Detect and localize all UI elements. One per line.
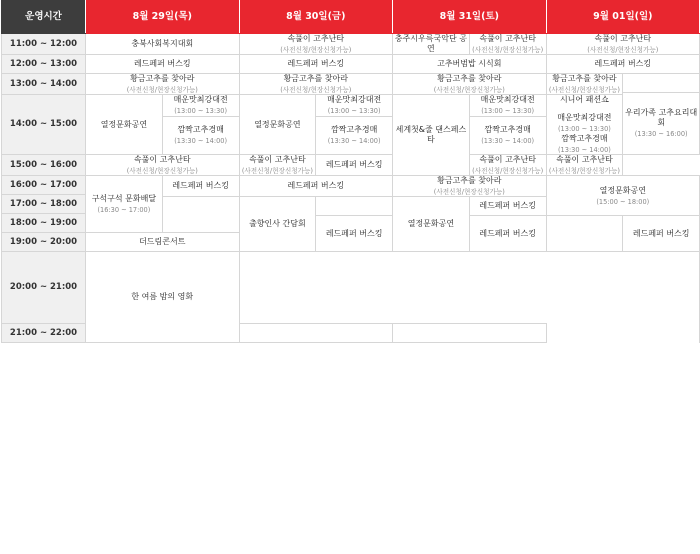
event-title: 레드페퍼 버스킹 bbox=[479, 201, 536, 211]
event-note: (사전신청/현장신청가능) bbox=[241, 166, 313, 175]
event-title: 속풀이 고추난타 bbox=[479, 154, 536, 164]
event-cell bbox=[239, 74, 393, 95]
event-cell bbox=[162, 95, 239, 116]
event-cell bbox=[239, 95, 316, 154]
time-slot: 21:00 ~ 22:00 bbox=[2, 324, 86, 343]
event-cell bbox=[86, 95, 163, 154]
event-time: (13:00 ~ 13:30) bbox=[327, 107, 381, 116]
event-time: (13:00 ~ 13:30) bbox=[174, 107, 228, 116]
event-title: 레드페퍼 버스킹 bbox=[325, 228, 383, 238]
event-title: 더드림콘서트 bbox=[139, 237, 186, 247]
schedule-table bbox=[1, 0, 700, 343]
event-note: (사전신청/현장신청가능) bbox=[472, 46, 544, 54]
day-header-sun: 9월 01일(일) bbox=[546, 1, 700, 34]
event-note: (사전신청/현장신청가능) bbox=[280, 86, 352, 95]
event-title: 깜짝고추경매 bbox=[330, 125, 378, 135]
event-cell bbox=[162, 116, 239, 154]
event-title: 레드페퍼 버스킹 bbox=[133, 59, 191, 69]
event-title: 시니어 패션쇼 bbox=[559, 95, 609, 105]
event-title: 매운맛최강대전 bbox=[327, 95, 382, 105]
event-title: 레드페퍼 버스킹 bbox=[632, 228, 690, 238]
event-cell bbox=[239, 176, 393, 197]
event-title: 레드페퍼 버스킹 bbox=[287, 59, 345, 69]
event-title: 황금고추를 찾아라 bbox=[437, 74, 502, 84]
event-time: (13:30 ~ 16:00) bbox=[634, 130, 688, 139]
empty-cell bbox=[239, 324, 393, 343]
event-cell bbox=[623, 216, 700, 252]
event-title: 황금고추를 찾아라 bbox=[130, 74, 195, 84]
time-slot: 17:00 ~ 18:00 bbox=[2, 195, 86, 214]
event-title: 출향인사 간담회 bbox=[249, 219, 306, 229]
event-cell bbox=[86, 34, 240, 55]
time-slot: 14:00 ~ 15:00 bbox=[2, 95, 86, 154]
event-cell bbox=[316, 154, 393, 175]
time-slot: 18:00 ~ 19:00 bbox=[2, 214, 86, 233]
header-row bbox=[2, 1, 700, 34]
time-slot: 20:00 ~ 21:00 bbox=[2, 252, 86, 324]
event-cell bbox=[162, 176, 239, 197]
event-title: 레드페퍼 버스킹 bbox=[325, 160, 383, 170]
event-title: 황금고추를 찾아라 bbox=[283, 74, 348, 84]
event-title: 속풀이 고추난타 bbox=[249, 154, 306, 164]
event-note: (사전신청/현장신청가능) bbox=[472, 166, 544, 175]
event-title: 매운맛최강대전 bbox=[557, 113, 612, 123]
event-cell bbox=[546, 154, 623, 175]
event-time: (13:30 ~ 14:00) bbox=[557, 145, 611, 154]
event-cell bbox=[623, 93, 700, 155]
event-cell bbox=[239, 154, 316, 175]
event-cell bbox=[316, 216, 393, 252]
event-title: 열정문화공연 bbox=[407, 219, 455, 229]
event-cell bbox=[469, 116, 546, 154]
event-title: 구석구석 문화배달 bbox=[91, 194, 157, 204]
event-title: 세계첫&줄 댄스페스타 bbox=[395, 125, 467, 145]
event-cell bbox=[239, 34, 393, 55]
event-cell bbox=[393, 176, 547, 197]
event-title: 깜짝고추경매 bbox=[177, 125, 224, 135]
time-slot: 11:00 ~ 12:00 bbox=[2, 34, 86, 55]
event-note: (사전신청/현장신청가능) bbox=[587, 46, 659, 54]
event-cell bbox=[469, 34, 546, 55]
event-note: (사전신청/현장신청가능) bbox=[548, 86, 620, 95]
event-cell bbox=[393, 34, 470, 55]
event-title: 깜짝고추경매 bbox=[484, 125, 531, 135]
event-title: 깜짝고추경매 bbox=[561, 133, 608, 143]
empty-cell bbox=[546, 216, 623, 252]
event-cell bbox=[546, 74, 623, 95]
event-note: (사전신청/현장신청가능) bbox=[280, 46, 352, 54]
event-cell bbox=[86, 74, 240, 95]
event-cell bbox=[546, 34, 700, 55]
event-cell bbox=[469, 95, 546, 116]
event-title: 속풀이 고추난타 bbox=[287, 34, 345, 43]
event-title: 레드페퍼 버스킹 bbox=[287, 181, 345, 191]
time-column-header: 운영시간 bbox=[2, 1, 86, 34]
event-title: 속풀이 고추난타 bbox=[479, 34, 536, 43]
event-time: (13:30 ~ 14:00) bbox=[174, 137, 228, 146]
empty-cell bbox=[623, 74, 700, 93]
event-cell bbox=[239, 55, 393, 74]
time-slot: 16:00 ~ 17:00 bbox=[2, 176, 86, 195]
event-title: 열정문화공연 bbox=[599, 185, 646, 195]
event-cell bbox=[239, 197, 316, 252]
event-title: 우리가족 고추요리대회 bbox=[625, 108, 698, 128]
time-slot: 15:00 ~ 16:00 bbox=[2, 154, 86, 175]
event-cell bbox=[393, 197, 470, 252]
event-note: (사전신청/현장신청가능) bbox=[433, 188, 505, 197]
event-cell bbox=[393, 55, 547, 74]
event-cell bbox=[86, 154, 240, 175]
event-title: 고추버범밥 시식회 bbox=[437, 59, 502, 69]
event-title: 열정문화공연 bbox=[254, 119, 301, 129]
event-title: 충주시우륵국악단 공연 bbox=[394, 34, 467, 54]
event-title: 속풀이 고추난타 bbox=[594, 34, 652, 43]
day-header-fri: 8월 30일(금) bbox=[239, 1, 393, 34]
time-slot: 19:00 ~ 20:00 bbox=[2, 233, 86, 252]
event-note: (사전신청/현장신청가능) bbox=[126, 86, 198, 95]
time-slot: 13:00 ~ 14:00 bbox=[2, 74, 86, 95]
event-note: (사전신청/현장신청가능) bbox=[126, 166, 198, 175]
event-title: 레드페퍼 버스킹 bbox=[172, 181, 229, 191]
event-time: (13:00 ~ 13:30) bbox=[481, 107, 535, 116]
event-time: (15:00 ~ 18:00) bbox=[596, 197, 650, 206]
event-cell bbox=[546, 95, 623, 154]
event-time: (16:30 ~ 17:00) bbox=[97, 206, 151, 215]
event-cell bbox=[86, 233, 240, 252]
day-header-thu: 8월 29일(목) bbox=[86, 1, 240, 34]
empty-cell bbox=[162, 197, 239, 233]
event-title: 레드페퍼 버스킹 bbox=[479, 228, 536, 238]
event-cell bbox=[469, 216, 546, 252]
event-note: (사전신청/현장신청가능) bbox=[548, 166, 620, 175]
event-cell bbox=[546, 176, 700, 216]
event-cell bbox=[469, 154, 546, 175]
day-header-sat: 8월 31일(토) bbox=[393, 1, 547, 34]
event-time: (13:30 ~ 14:00) bbox=[327, 137, 381, 146]
empty-cell bbox=[393, 324, 547, 343]
event-title: 황금고추를 찾아라 bbox=[437, 176, 502, 186]
event-cell bbox=[316, 116, 393, 154]
event-title: 레드페퍼 버스킹 bbox=[594, 59, 652, 69]
event-cell bbox=[86, 252, 240, 343]
event-cell bbox=[316, 95, 393, 116]
event-title: 속풀이 고추난타 bbox=[133, 154, 191, 164]
event-title: 충북사회복지대회 bbox=[131, 39, 194, 49]
empty-cell bbox=[316, 197, 393, 216]
event-title: 한 여름 밤의 영화 bbox=[131, 292, 194, 302]
event-cell bbox=[86, 55, 240, 74]
event-title: 열정문화공연 bbox=[100, 119, 148, 129]
event-cell bbox=[393, 74, 547, 95]
event-cell bbox=[393, 95, 470, 176]
event-note: (사전신청/현장신청가능) bbox=[433, 86, 505, 95]
event-cell bbox=[86, 176, 163, 233]
event-title: 황금고추를 찾아라 bbox=[552, 74, 617, 84]
event-title: 속풀이 고추난타 bbox=[556, 154, 613, 164]
event-title: 매운맛최강대전 bbox=[173, 95, 228, 105]
event-cell bbox=[546, 55, 700, 74]
event-title: 매운맛최강대전 bbox=[480, 95, 535, 105]
event-time: (13:30 ~ 14:00) bbox=[481, 137, 535, 146]
time-slot: 12:00 ~ 13:00 bbox=[2, 55, 86, 74]
event-cell bbox=[469, 197, 546, 216]
event-time: (13:00 ~ 13:30) bbox=[557, 125, 611, 134]
